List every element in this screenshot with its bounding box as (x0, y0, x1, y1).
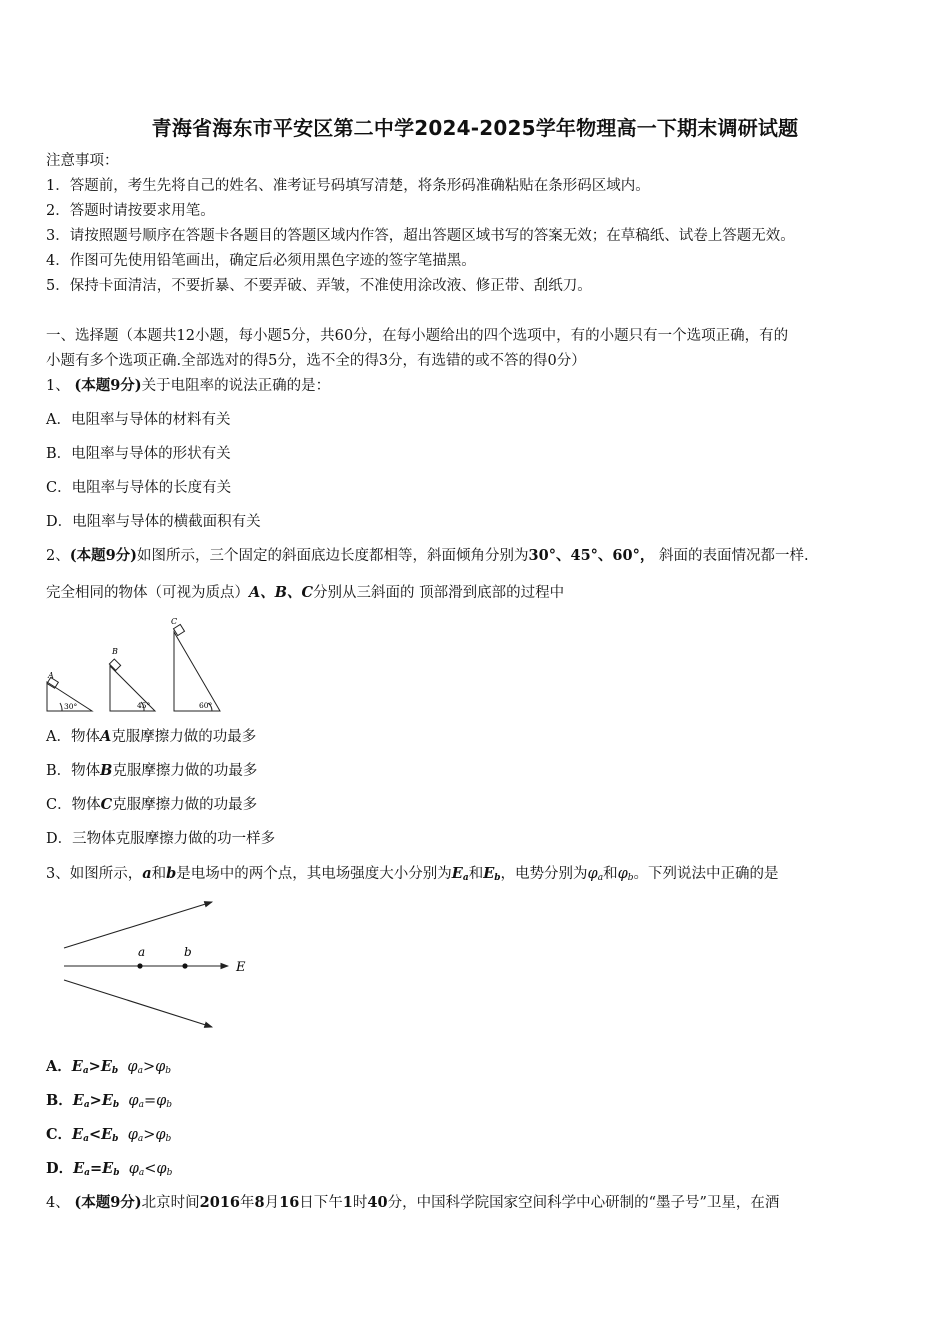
symbol-e: E (71, 1058, 83, 1075)
question-3-stem (46, 864, 779, 888)
symbol-e: E (100, 1058, 112, 1075)
e-a (72, 1058, 89, 1075)
question-tag: (本题9分) (74, 377, 142, 394)
symbol-phi: φ (155, 1127, 166, 1143)
question-3-option-c (46, 1125, 171, 1149)
symbol-phi: φ (587, 866, 598, 882)
symbol-phi: φ (155, 1059, 166, 1075)
e-b (102, 1160, 119, 1177)
phi-a (128, 1127, 144, 1143)
phi-b (156, 1161, 172, 1177)
question-text: 是电场中的两个点，其电场强度大小分别为 (176, 866, 452, 882)
subscript-a: a (138, 1100, 144, 1110)
question-text: 如图所示，三个固定的斜面底边长度都相等，斜面倾角分别为 (137, 548, 529, 564)
symbol-phi: φ (127, 1127, 138, 1143)
label-a: A (48, 671, 54, 680)
e-b (101, 1126, 118, 1143)
question-text-end: 分别从三斜面的 顶部滑到底部的过程中 (313, 585, 565, 601)
relation-phi: < (144, 1161, 157, 1177)
subscript-a: a (462, 873, 469, 883)
option-prefix: C．物体 (46, 797, 101, 813)
incline-angles: 30°、45°、60°， (528, 547, 655, 564)
question-tag: (本题9分) (69, 547, 138, 564)
point-b-marker (182, 963, 187, 968)
symbol-e-b (483, 865, 500, 882)
minute: 40 (367, 1194, 388, 1211)
relation-phi: > (143, 1127, 156, 1143)
option-prefix: D．三物体克服摩擦力做的功一样多 (46, 831, 276, 847)
point-b: b (166, 865, 177, 882)
subscript-b: b (165, 1066, 172, 1076)
subscript-b: b (111, 1066, 119, 1076)
subscript-b: b (166, 1100, 173, 1110)
symbol-e: E (483, 865, 495, 882)
label-c: C (171, 617, 178, 626)
question-3-option-a (46, 1057, 171, 1081)
object-labels: A、B、C (249, 584, 314, 601)
question-1-option-b: B．电阻率与导体的形状有关 (46, 446, 231, 462)
phi-a (128, 1093, 144, 1109)
option-object: A (99, 728, 112, 745)
subscript-a: a (137, 1066, 143, 1076)
incline-c (174, 632, 220, 711)
symbol-phi: φ (156, 1093, 167, 1109)
phi-b (156, 1093, 172, 1109)
question-2-option-c (46, 795, 257, 815)
section-heading-line-2: 小题有多个选项正确.全部选对的得5分，选不全的得3分，有选错的或不答的得0分） (46, 353, 586, 369)
symbol-phi-b (618, 866, 634, 882)
question-text: ，电势分别为 (500, 866, 588, 882)
question-text-end: 分，中国科学院国家空间科学中心研制的“墨子号”卫星，在酒 (387, 1195, 780, 1211)
month: 8 (254, 1194, 265, 1211)
notice-item-4: 4．作图可先使用铅笔画出，确定后必须用黑色字迹的签字笔描黑。 (46, 253, 476, 269)
notice-item-2: 2．答题时请按要求用笔。 (46, 203, 215, 219)
symbol-e: E (102, 1160, 114, 1177)
e-b (102, 1092, 119, 1109)
symbol-e: E (72, 1092, 84, 1109)
question-text-end: 斜面的表面情况都一样. (654, 548, 809, 564)
subscript-a: a (84, 1168, 90, 1178)
subscript-a: a (82, 1066, 89, 1076)
subscript-a: a (138, 1168, 145, 1178)
symbol-phi: φ (128, 1093, 139, 1109)
option-object: B (100, 762, 113, 779)
question-2-option-b (46, 761, 257, 781)
question-2-option-a (46, 727, 256, 747)
question-number: 4、 (46, 1195, 70, 1211)
relation-e: = (89, 1160, 103, 1177)
label-b: B (112, 647, 118, 656)
day: 16 (279, 1194, 300, 1211)
question-text: 完全相同的物体（可视为质点） (46, 585, 249, 601)
symbol-e: E (451, 865, 463, 882)
block-b (109, 659, 120, 670)
symbol-e: E (101, 1126, 113, 1143)
section-heading-line-1: 一、选择题（本题共12小题，每小题5分，共60分，在每小题给出的四个选项中，有的小题只有一个选项正确，有的 (46, 328, 789, 344)
e-b (101, 1058, 118, 1075)
relation-e: > (89, 1092, 102, 1109)
field-line-bottom (64, 980, 212, 1027)
question-1-option-c: C．电阻率与导体的长度有关 (46, 480, 232, 496)
relation-phi: > (142, 1059, 156, 1075)
year: 2016 (199, 1194, 241, 1211)
question-text: 日下午 (299, 1195, 343, 1211)
point-a-marker (137, 963, 142, 968)
question-text: 北京时间 (141, 1195, 200, 1211)
question-2-stem-line-1 (46, 546, 809, 566)
symbol-e: E (73, 1160, 85, 1177)
symbol-phi: φ (617, 866, 628, 882)
subscript-a: a (83, 1134, 89, 1144)
relation-e: > (88, 1058, 101, 1075)
question-1-option-a: A．电阻率与导体的材料有关 (46, 412, 231, 428)
phi-a (127, 1059, 143, 1075)
notice-item-1: 1．答题前，考生先将自己的姓名、准考证号码填写清楚，将条形码准确粘贴在条形码区域内。 (46, 178, 650, 194)
subscript-b: b (113, 1168, 120, 1178)
symbol-phi: φ (127, 1059, 138, 1075)
question-3-option-b (46, 1091, 172, 1115)
conjunction: 和 (468, 866, 484, 882)
option-text: 克服摩擦力做的功最多 (112, 797, 258, 813)
subscript-b: b (112, 1100, 120, 1110)
option-text: 克服摩擦力做的功最多 (112, 763, 258, 779)
option-text: 克服摩擦力做的功最多 (111, 729, 257, 745)
question-3-option-d (46, 1159, 172, 1183)
symbol-phi: φ (128, 1161, 139, 1177)
question-2-stem-line-2 (46, 583, 564, 603)
subscript-b: b (112, 1134, 119, 1144)
phi-b (155, 1059, 171, 1075)
question-1-stem (46, 376, 330, 396)
notice-item-3: 3．请按照题号顺序在答题卡各题目的答题区域内作答，超出答题区域书写的答案无效；在草稿纸、试卷上答题无效。 (46, 228, 795, 244)
subscript-b: b (166, 1168, 173, 1178)
angle-label-60: 60° (199, 701, 213, 710)
page-title: 青海省海东市平安区第二中学2024-2025学年物理高一下期末调研试题 (151, 116, 799, 140)
symbol-e-a (452, 865, 469, 882)
e-a (73, 1092, 90, 1109)
option-prefix: B．物体 (46, 763, 101, 779)
symbol-e: E (101, 1092, 113, 1109)
option-prefix: A．物体 (46, 729, 100, 745)
relation-phi: = (143, 1093, 157, 1109)
option-letter: D． (46, 1160, 74, 1177)
field-label: E (236, 960, 246, 975)
angle-label-45: 45° (137, 701, 151, 710)
subscript-a: a (137, 1134, 144, 1144)
point-b-label: b (184, 945, 192, 959)
subscript-b: b (165, 1134, 172, 1144)
unit-month: 月 (264, 1195, 280, 1211)
unit-hour: 时 (352, 1195, 368, 1211)
subscript-a: a (83, 1100, 90, 1110)
question-1-option-d: D．电阻率与导体的横截面积有关 (46, 514, 261, 530)
question-text: 如图所示， (69, 866, 143, 882)
angle-label-30: 30° (64, 702, 78, 711)
subscript-b: b (494, 873, 501, 883)
electric-field-figure (58, 896, 258, 1036)
point-a: a (142, 865, 152, 882)
question-tag: (本题9分) (74, 1194, 142, 1211)
symbol-e: E (72, 1126, 84, 1143)
point-a-label: a (138, 945, 146, 959)
subscript-b: b (627, 873, 634, 883)
question-2-option-d (46, 829, 275, 849)
question-text: 关于电阻率的说法正确的是： (141, 378, 331, 394)
symbol-phi: φ (156, 1161, 167, 1177)
e-a (72, 1126, 89, 1143)
question-number: 1、 (46, 378, 70, 394)
conjunction: 和 (603, 866, 618, 882)
question-number: 2、 (46, 548, 70, 564)
question-4-stem (46, 1193, 779, 1213)
option-letter: A． (46, 1058, 72, 1075)
option-letter: C． (46, 1126, 73, 1143)
e-a (73, 1160, 90, 1177)
conjunction: 和 (151, 866, 167, 882)
question-text-end: 。下列说法中正确的是 (633, 866, 779, 882)
field-line-top (64, 902, 212, 948)
subscript-a: a (597, 873, 604, 883)
incline-figure (40, 612, 230, 716)
question-number: 3、 (46, 866, 70, 882)
phi-b (155, 1127, 171, 1143)
notice-item-5: 5．保持卡面清洁，不要折暴、不要弄破、弄皱，不准使用涂改液、修正带、刮纸刀。 (46, 278, 592, 294)
unit-year: 年 (240, 1195, 255, 1211)
phi-a (129, 1161, 145, 1177)
notice-heading: 注意事项： (46, 153, 119, 169)
option-letter: B． (46, 1092, 73, 1109)
option-object: C (100, 796, 113, 813)
symbol-phi-a (588, 866, 604, 882)
hour: 1 (342, 1194, 353, 1211)
relation-e: < (88, 1126, 102, 1143)
